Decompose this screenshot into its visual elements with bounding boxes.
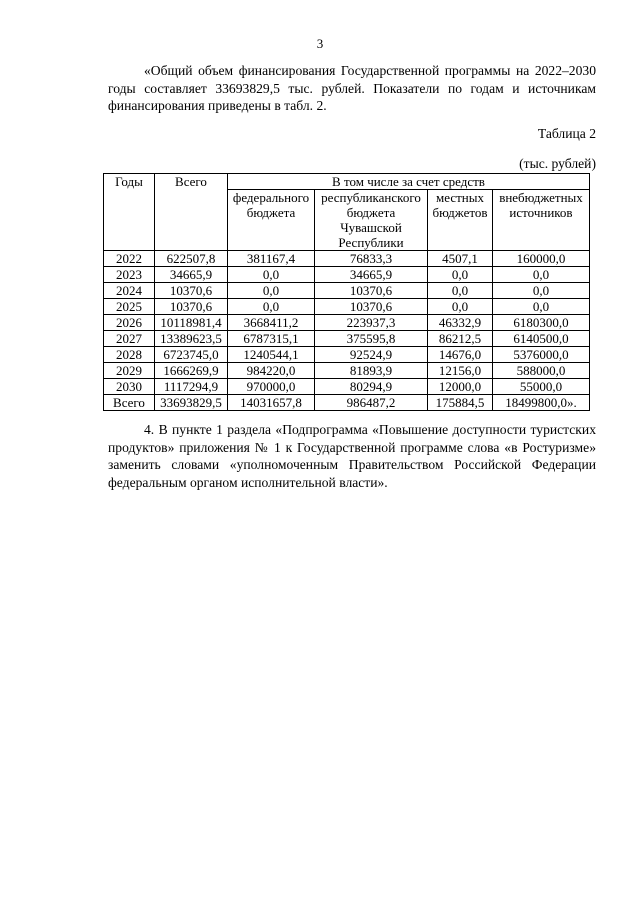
table-row (104, 363, 590, 379)
table-cell: 588000,0 (493, 363, 590, 379)
table-cell: 81893,9 (315, 363, 428, 379)
header-extrabudget: внебюджетных источников (493, 190, 590, 251)
table-cell: 0,0 (493, 267, 590, 283)
table-cell: Всего (104, 395, 155, 411)
table-row (104, 251, 590, 267)
table-row (104, 315, 590, 331)
table-body (104, 251, 590, 411)
table-cell: 6140500,0 (493, 331, 590, 347)
table-cell: 622507,8 (155, 251, 228, 267)
table-cell: 2029 (104, 363, 155, 379)
table-cell: 14031657,8 (228, 395, 315, 411)
table-cell: 0,0 (428, 299, 493, 315)
table-cell: 34665,9 (155, 267, 228, 283)
table-cell: 0,0 (228, 283, 315, 299)
table-cell: 46332,9 (428, 315, 493, 331)
item4-paragraph: 4. В пункте 1 раздела «Подпрограмма «Повышение доступности туристских продуктов» приложения № 1 к Государственной программе слова «в Ростуризме» заменить словами «уполномоченным Правительством Российской Федерации федеральным органом исполнительной власти». (108, 422, 596, 490)
table-cell: 86212,5 (428, 331, 493, 347)
table-cell: 10370,6 (155, 299, 228, 315)
table-cell: 0,0 (228, 267, 315, 283)
table-cell: 375595,8 (315, 331, 428, 347)
table-cell: 3668411,2 (228, 315, 315, 331)
table-cell: 381167,4 (228, 251, 315, 267)
table-cell: 13389623,5 (155, 331, 228, 347)
table-cell: 33693829,5 (155, 395, 228, 411)
table-cell: 0,0 (428, 283, 493, 299)
table-row (104, 379, 590, 395)
table-cell: 2027 (104, 331, 155, 347)
table-cell: 12000,0 (428, 379, 493, 395)
table-cell: 1240544,1 (228, 347, 315, 363)
header-federal: федерального бюджета (228, 190, 315, 251)
table-cell: 1117294,9 (155, 379, 228, 395)
intro-paragraph: «Общий объем финансирования Государственной программы на 2022–2030 годы составляет 33693829,5 тыс. рублей. Показатели по годам и источникам финансирования приведены в табл. 2. (108, 63, 596, 113)
table-caption: Таблица 2 (537, 126, 596, 141)
table-cell: 76833,3 (315, 251, 428, 267)
table-cell: 160000,0 (493, 251, 590, 267)
table-cell: 0,0 (228, 299, 315, 315)
table-cell: 10118981,4 (155, 315, 228, 331)
table-cell: 4507,1 (428, 251, 493, 267)
table-cell: 2028 (104, 347, 155, 363)
table-row (104, 299, 590, 315)
table-cell: 6180300,0 (493, 315, 590, 331)
table-row (104, 331, 590, 347)
table-cell: 14676,0 (428, 347, 493, 363)
header-republic: республиканского бюджета Чувашской Республики (315, 190, 428, 251)
table-cell: 10370,6 (315, 283, 428, 299)
table-cell: 55000,0 (493, 379, 590, 395)
table-cell: 92524,9 (315, 347, 428, 363)
table-row (104, 283, 590, 299)
table-cell: 2023 (104, 267, 155, 283)
table-cell: 18499800,0». (493, 395, 590, 411)
table-cell: 2025 (104, 299, 155, 315)
table-cell: 0,0 (493, 283, 590, 299)
table-cell: 986487,2 (315, 395, 428, 411)
table-cell: 1666269,9 (155, 363, 228, 379)
table-cell: 6787315,1 (228, 331, 315, 347)
table-cell: 2022 (104, 251, 155, 267)
header-total: Всего (155, 174, 228, 251)
table-row (104, 267, 590, 283)
table-cell: 10370,6 (315, 299, 428, 315)
table-cell: 984220,0 (228, 363, 315, 379)
table-cell: 223937,3 (315, 315, 428, 331)
table-row (104, 347, 590, 363)
table-cell: 10370,6 (155, 283, 228, 299)
table-cell: 175884,5 (428, 395, 493, 411)
header-group: В том числе за счет средств (228, 174, 590, 190)
table-cell: 0,0 (493, 299, 590, 315)
header-year: Годы (104, 174, 155, 251)
page-number: 3 (316, 36, 324, 51)
table-cell: 5376000,0 (493, 347, 590, 363)
financing-table (103, 173, 590, 411)
table-cell: 0,0 (428, 267, 493, 283)
header-local: местных бюджетов (428, 190, 493, 251)
table-cell: 6723745,0 (155, 347, 228, 363)
units-label: (тыс. рублей) (519, 156, 596, 171)
table-cell: 970000,0 (228, 379, 315, 395)
table-cell: 2026 (104, 315, 155, 331)
table-cell: 2024 (104, 283, 155, 299)
table-row (104, 395, 590, 411)
table-cell: 12156,0 (428, 363, 493, 379)
table-cell: 34665,9 (315, 267, 428, 283)
table-cell: 80294,9 (315, 379, 428, 395)
table-cell: 2030 (104, 379, 155, 395)
